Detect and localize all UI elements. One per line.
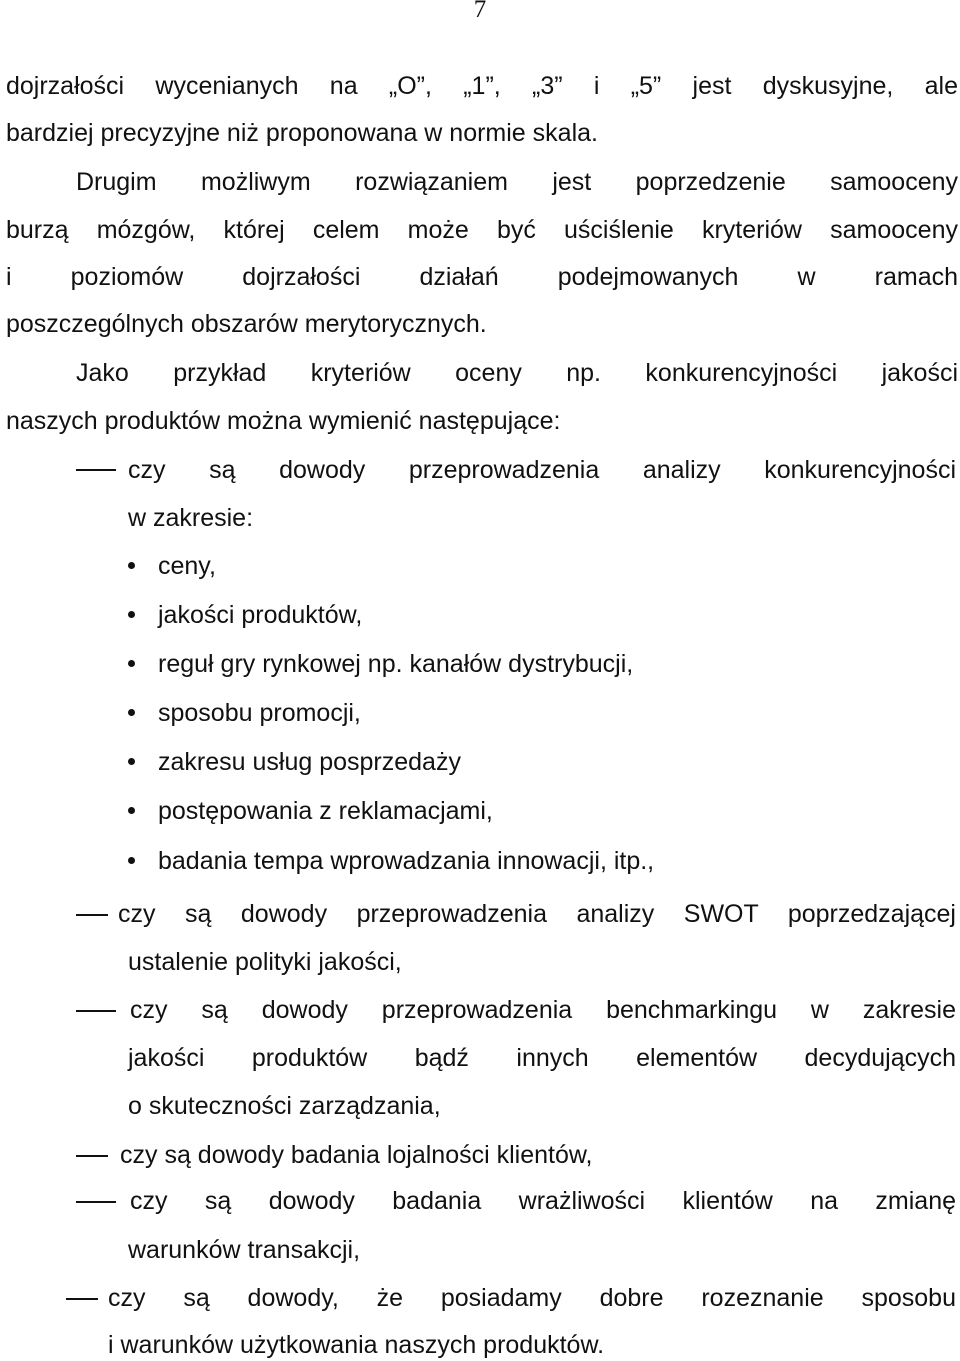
body-text-line: Jako przykład kryteriów oceny np. konkurencyjności jakości [76,359,958,387]
dash-item-line: i warunków użytkowania naszych produktów. [108,1331,605,1359]
dash-item-line: czy są dowody przeprowadzenia analizy konkurencyjności [128,456,956,484]
dash-item-line: w zakresie: [128,504,254,532]
bullet-marker [128,758,135,765]
dash-marker [76,1010,116,1012]
body-text-line: poszczególnych obszarów merytorycznych. [6,310,487,338]
dash-item-line: ustalenie polityki jakości, [128,948,402,976]
body-text-line: naszych produktów można wymienić następujące: [6,407,561,435]
dash-marker [66,1298,98,1300]
bullet-item: postępowania z reklamacjami, [158,797,493,825]
dash-item-line: jakości produktów bądź innych elementów decydujących [128,1044,956,1072]
body-text-line: burzą mózgów, której celem może być uściślenie kryteriów samooceny [6,216,958,244]
bullet-item: reguł gry rynkowej np. kanałów dystrybucji, [158,650,634,678]
dash-marker [76,1201,116,1203]
dash-item-line: czy są dowody przeprowadzenia analizy SWOT poprzedzającej [118,900,956,928]
bullet-marker [128,807,135,814]
bullet-item: zakresu usług posprzedaży [158,748,461,776]
bullet-marker [128,709,135,716]
bullet-marker [128,857,135,864]
bullet-item: jakości produktów, [158,601,363,629]
dash-item-line: czy są dowody badania wrażliwości klientów na zmianę [130,1187,956,1215]
body-text-line: Drugim możliwym rozwiązaniem jest poprzedzenie samooceny [76,168,958,196]
page-number: 7 [473,0,487,23]
dash-item-line: czy są dowody badania lojalności klientów, [120,1141,593,1169]
dash-item-line: warunków transakcji, [128,1236,361,1264]
dash-item-line: czy są dowody przeprowadzenia benchmarkingu w zakresie [130,996,956,1024]
dash-marker [76,914,108,916]
body-text-line: i poziomów dojrzałości działań podejmowanych w ramach [6,263,958,291]
bullet-item: badania tempa wprowadzania innowacji, itp., [158,847,655,875]
bullet-item: ceny, [158,552,216,580]
body-text-line: dojrzałości wycenianych na „O”, „1”, „3” i „5” jest dyskusyjne, ale [6,72,958,100]
dash-marker [76,1155,108,1157]
body-text-line: bardziej precyzyjne niż proponowana w normie skala. [6,119,598,147]
dash-item-line: o skuteczności zarządzania, [128,1092,441,1120]
bullet-marker [128,562,135,569]
bullet-marker [128,660,135,667]
dash-item-line: czy są dowody, że posiadamy dobre rozeznanie sposobu [108,1284,956,1312]
dash-marker [76,469,116,471]
bullet-marker [128,611,135,618]
bullet-item: sposobu promocji, [158,699,361,727]
